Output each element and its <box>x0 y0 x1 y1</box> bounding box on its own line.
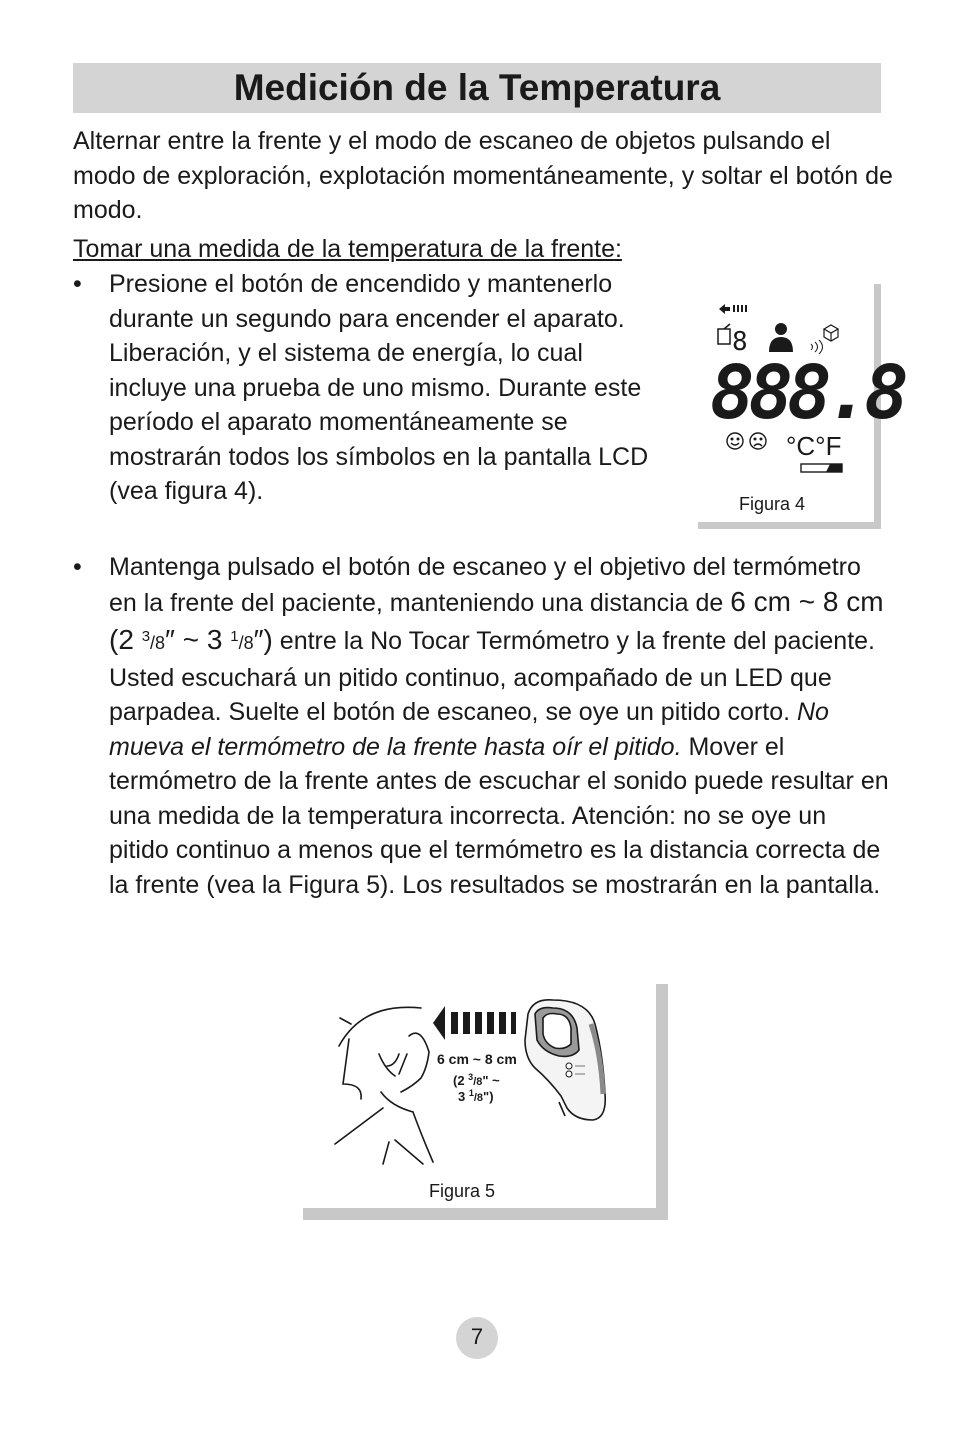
bullet-dot: • <box>73 553 82 581</box>
patient-face-outline <box>335 1007 433 1164</box>
intro-paragraph: Alternar entre la frente y el modo de escaneo de objetos pulsando el modo de exploración, explotación momentáneamente, y soltar el botón de modo. <box>73 127 893 224</box>
fraction-numerator: 1 <box>230 628 239 645</box>
figure-5-distance-inch-b: 3 $^1_{/8}$") <box>458 1088 494 1104</box>
fraction-denominator: /8 <box>238 633 254 653</box>
bullet2-italic-warning: No mueva el termómetro de la frente hasta oír el pitido. <box>109 698 829 761</box>
figure-5-drawing <box>303 984 668 1220</box>
signal-arrow-icon <box>719 304 747 314</box>
person-icon <box>769 323 793 352</box>
distance-text-a: 6 cm ~ 8 cm (2 <box>109 585 884 655</box>
cube-icon <box>824 325 838 341</box>
battery-icon <box>801 464 842 472</box>
fraction-numerator: 3 <box>141 628 151 645</box>
distance-text-b: ″ ~ 3 <box>165 624 231 655</box>
distance-text-c: ″) <box>253 624 273 655</box>
figure-4-lcd-drawing <box>698 284 903 529</box>
bullet2-part2: entre la No Tocar Termómetro y la frente del paciente. Usted escuchará un pitido continuo, acompañado de un LED que parpadea. Suelte el botón de escaneo, se oye un pitido corto. <box>109 627 876 726</box>
figure-4 <box>698 284 903 529</box>
bullet-text: Presione el botón de encendido y mantenerlo durante un segundo para encender el aparato. Liberación, y el sistema de energía, lo cual incluye una prueba de uno mismo. Durante este período el aparato momentáneamente se mostrarán todos los símbolos en la pantalla LCD (vea figura 4). <box>109 270 649 505</box>
page-title: Medición de la Temperatura <box>233 67 721 108</box>
section-subheading: Tomar una medida de la temperatura de la frente: <box>73 235 622 263</box>
distance-arrow-icon <box>433 1006 516 1040</box>
bullet-dot: • <box>73 270 82 298</box>
lcd-main-digits: 888.8 <box>710 350 903 436</box>
memory-icon <box>718 324 730 344</box>
figure-5-caption: Figura 5 <box>429 1181 496 1201</box>
figure-5 <box>303 984 668 1220</box>
bullet-text <box>109 550 889 902</box>
figure-5-distance-cm: 6 cm ~ 8 cm <box>437 1051 517 1067</box>
lcd-units: °C°F <box>786 431 842 461</box>
bullet2-part3: Mover el termómetro de la frente antes de escuchar el sonido puede resultar en una medida de la temperatura incorrecta. Atención: no se oye un pitido continuo a menos que el termómetro es la distancia correcta de la frente (vea la Figura 5). Los resultados se mostrarán en la pantalla. <box>109 732 889 899</box>
figure-4-caption: Figura 4 <box>739 494 806 514</box>
bullet2-part1: Mantenga pulsado el botón de escaneo y el objetivo del termómetro en la frente del paciente, manteniendo una distancia de <box>109 553 861 617</box>
memory-digit: 8 <box>732 327 748 357</box>
title-bar <box>73 63 881 113</box>
figure-5-distance-inch-a: (2 $^3_{/8}$" ~ <box>453 1072 500 1088</box>
fraction-denominator: /8 <box>150 633 166 653</box>
page-number: 7 <box>456 1317 498 1359</box>
thermometer-device-icon <box>525 1000 605 1120</box>
